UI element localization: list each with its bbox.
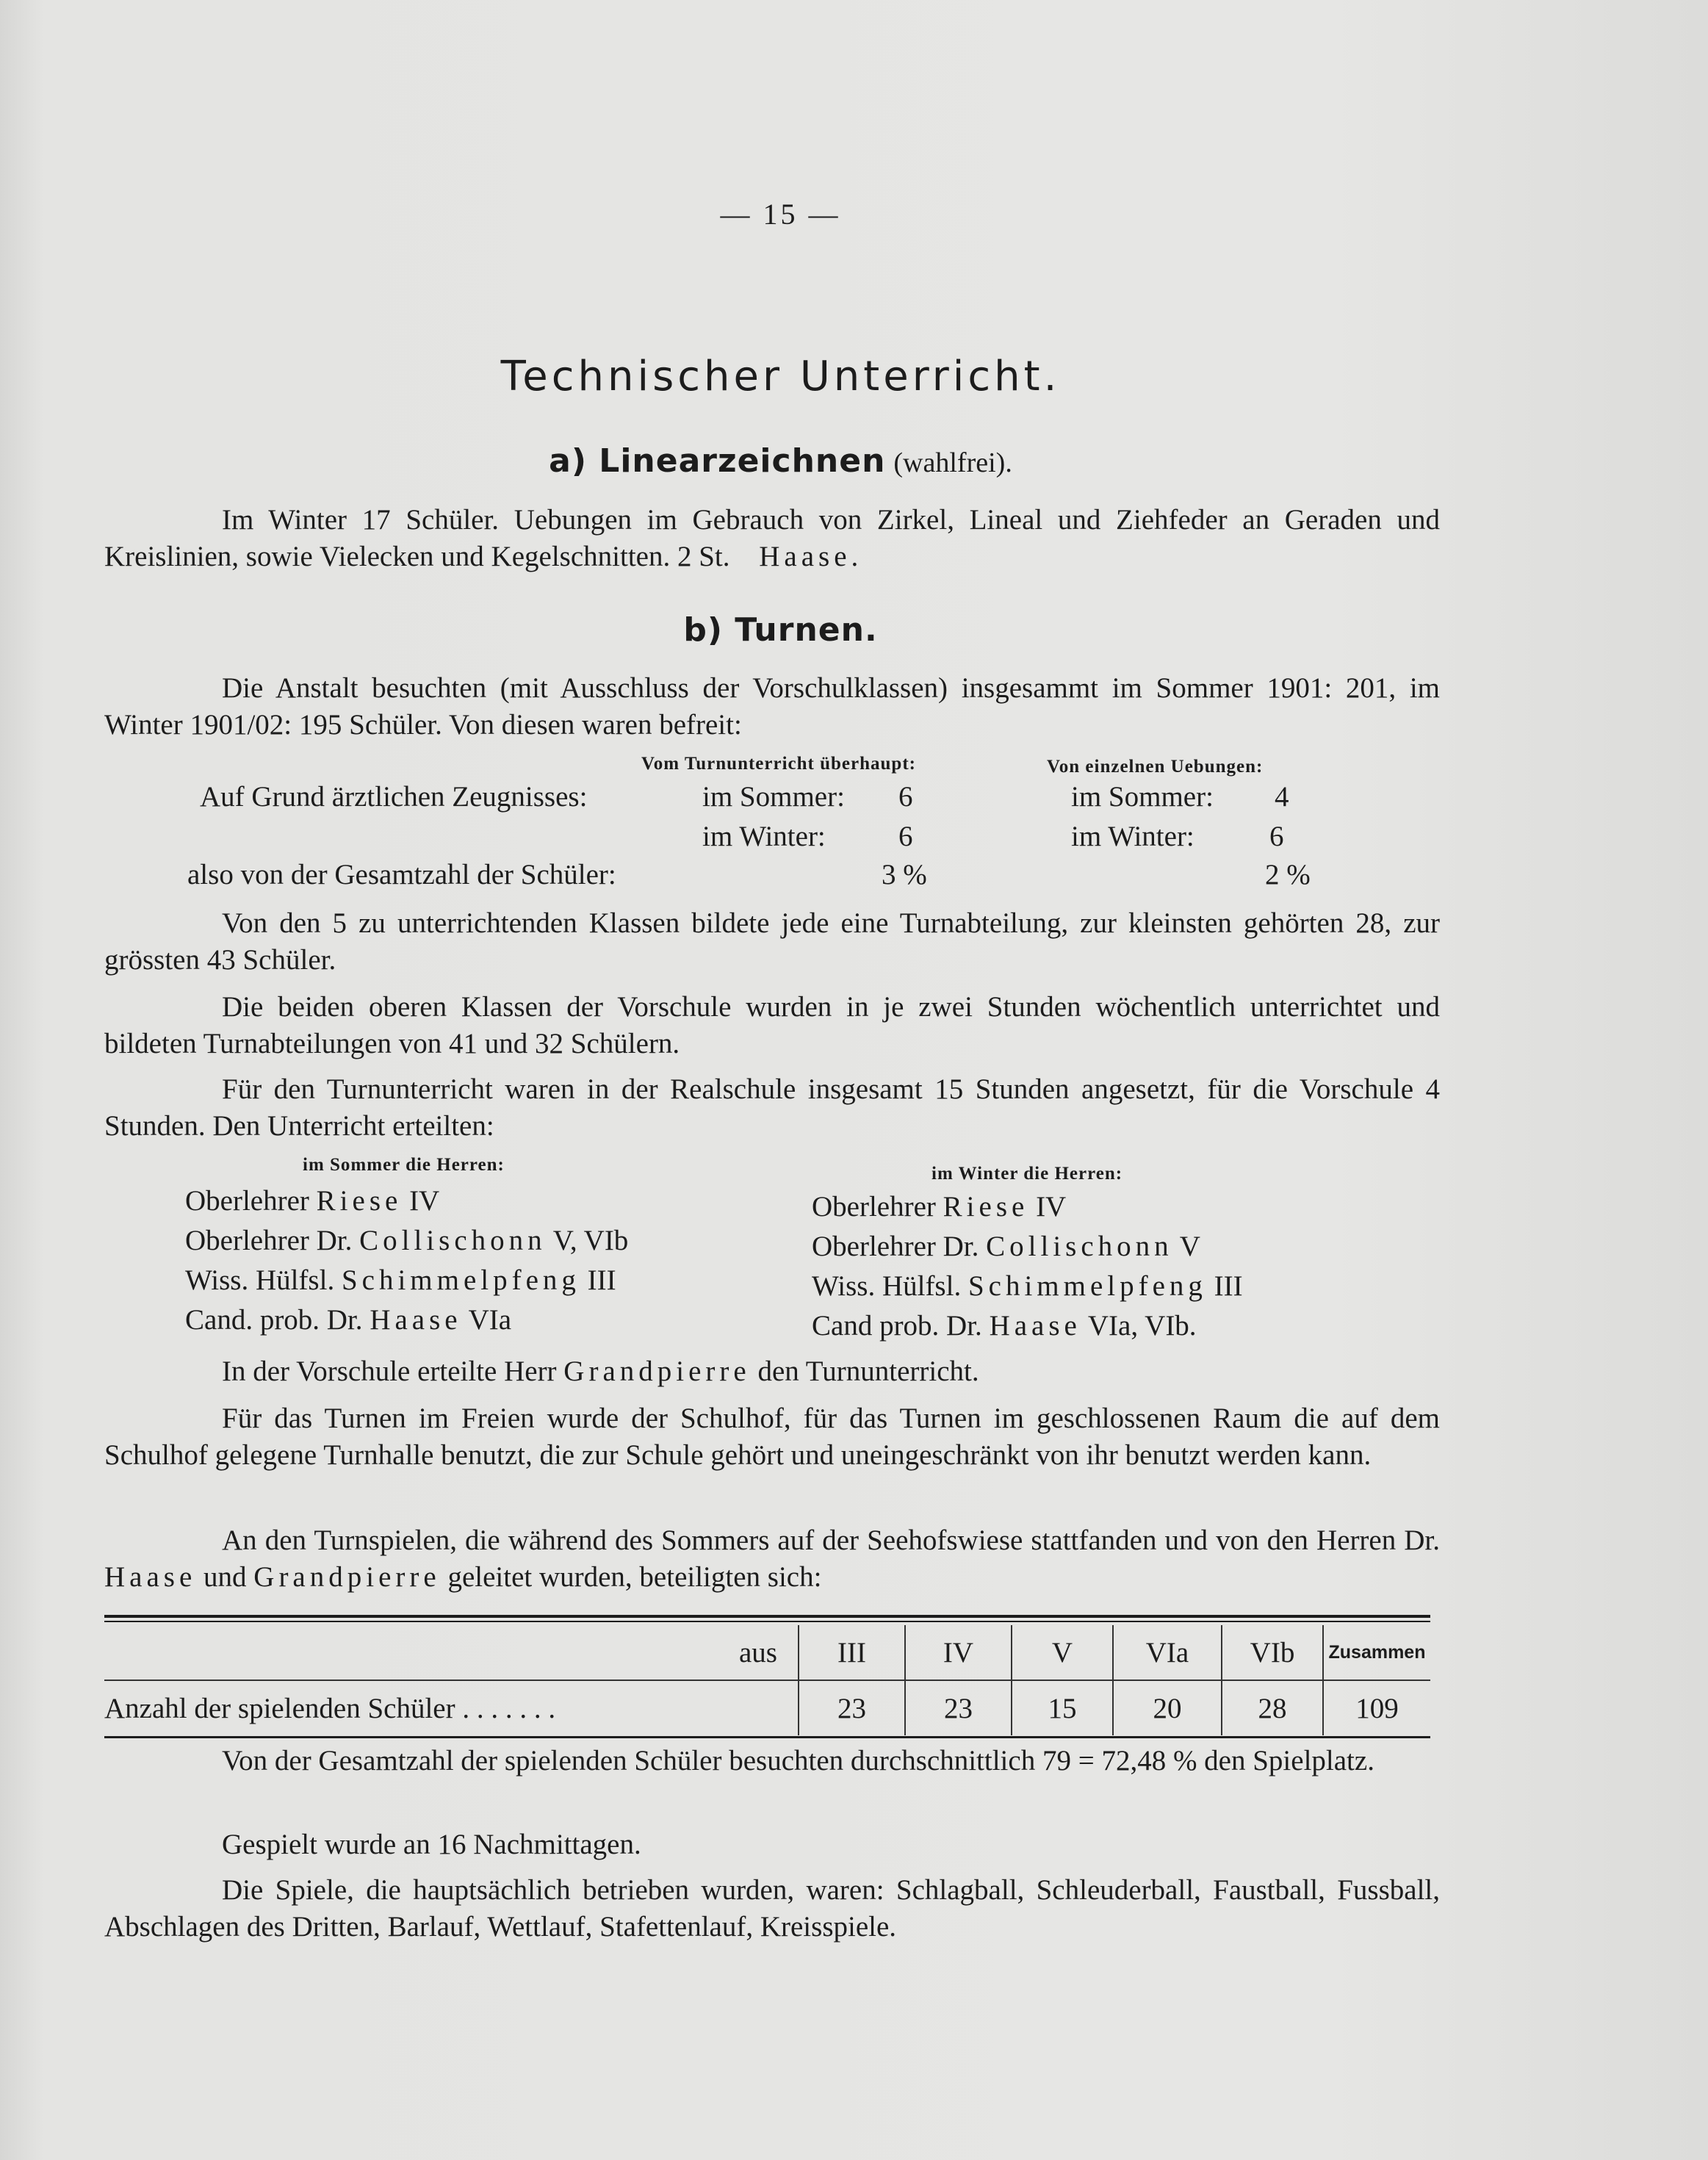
games-table — [104, 1625, 1430, 1735]
paragraph-vorschule: Die beiden oberen Klassen der Vorschule wurden in je zwei Stunden wöchentlich unterrichtet und bildeten Turnabteilungen von 41 und 32 Schülern. — [104, 991, 1440, 1059]
table-column-header: III — [799, 1625, 905, 1680]
exempt-pct-partial: 2 % — [1265, 859, 1311, 890]
table-cell: 15 — [1012, 1680, 1113, 1735]
table-column-header: V — [1012, 1625, 1113, 1680]
paragraph-hours: Für den Turnunterricht waren in der Realschule insgesamt 15 Stunden angesetzt, für die Vorschule 4 Stunden. Den Unterricht erteilten: — [104, 1073, 1440, 1142]
teacher-winter-row: Oberlehrer Riese IV — [812, 1191, 1067, 1223]
teacher-summer-row: Wiss. Hülfsl. Schimmelpfeng III — [185, 1264, 616, 1296]
table-header-row — [104, 1625, 1430, 1680]
exempt-summer-partial: 4 — [1275, 781, 1289, 813]
teacher-winter-row: Wiss. Hülfsl. Schimmelpfeng III — [812, 1270, 1243, 1302]
exempt-winter-partial: 6 — [1269, 821, 1284, 852]
exempt-winter-label: im Winter: — [702, 821, 826, 852]
paragraph-game-list: Die Spiele, die hauptsächlich betrieben wurden, waren: Schlagball, Schleuderball, Faustball, Fussball, Abschlagen des Dritten, Barlauf, Wettlauf, Stafettenlauf, Kreisspiele. — [104, 1874, 1440, 1943]
teachers-summer-header: im Sommer die Herren: — [303, 1155, 505, 1175]
teacher-name: Grandpierre — [563, 1356, 751, 1387]
table-column-header: VIb — [1222, 1625, 1323, 1680]
linearzeichnen-note: (wahlfrei). — [893, 447, 1012, 478]
table-column-header: IV — [905, 1625, 1012, 1680]
teachers-winter-header: im Winter die Herren: — [932, 1164, 1123, 1184]
paragraph-classes: Von den 5 zu unterrichtenden Klassen bildete jede eine Turnabteilung, zur kleinsten gehörten 28, zur grössten 43 Schüler. — [104, 907, 1440, 976]
paragraph-afternoons: Gespielt wurde an 16 Nachmittagen. — [222, 1829, 641, 1860]
subsection-a-heading — [0, 442, 1561, 480]
table-cell: 28 — [1222, 1680, 1323, 1735]
section-title: Technischer Unterricht. — [500, 353, 1061, 400]
teacher-summer-row: Oberlehrer Dr. Collischonn V, VIb — [185, 1225, 629, 1256]
exempt-row3-label: also von der Gesamtzahl der Schüler: — [187, 859, 616, 890]
teacher-winter-row: Oberlehrer Dr. Collischonn V — [812, 1231, 1200, 1262]
table-cell: 20 — [1113, 1680, 1222, 1735]
subsection-b-heading — [0, 611, 1561, 649]
paragraph-attendance-games: Von der Gesamtzahl der spielenden Schüler besuchten durchschnittlich 79 = 72,48 % den Spielplatz. — [222, 1745, 1374, 1776]
table-bottom-rule — [104, 1736, 1430, 1738]
exempt-winter-partial-label: im Winter: — [1071, 821, 1194, 852]
page-number: — 15 — — [720, 198, 841, 231]
table-cell: 23 — [905, 1680, 1012, 1735]
table-aus-label: aus — [104, 1625, 799, 1680]
paragraph-attendance: Die Anstalt besuchten (mit Ausschluss der Vorschulklassen) insgesammt im Sommer 1901: 201, im Winter 1901/02: 195 Schüler. Von diesen waren befreit: — [104, 672, 1440, 741]
paragraph-vorschule-teacher: In der Vorschule erteilte Herr Grandpierre den Turnunterricht. — [222, 1356, 979, 1387]
teacher-summer-row: Cand. prob. Dr. Haase VIa — [185, 1304, 512, 1336]
linearzeichnen-teacher: Haase. — [759, 541, 863, 572]
teacher-summer-row: Oberlehrer Riese IV — [185, 1185, 440, 1217]
paragraph-games-intro: An den Turnspielen, die während des Sommers auf der Seehofswiese stattfanden und von den Herren Dr. Haase und Grandpierre geleitet wurden, beteiligten sich: — [104, 1524, 1441, 1593]
table-cell: 109 — [1323, 1680, 1430, 1735]
turnen-heading: b) Turnen. — [683, 611, 878, 649]
table-column-header: Zusammen — [1323, 1625, 1430, 1680]
teacher-winter-row: Cand prob. Dr. Haase VIa, VIb. — [812, 1310, 1197, 1342]
exempt-header-partial: Von einzelnen Uebungen: — [1047, 757, 1264, 777]
linearzeichnen-heading: a) Linearzeichnen — [549, 442, 886, 480]
exempt-pct-total: 3 % — [882, 859, 927, 890]
table-row — [104, 1680, 1430, 1735]
linearzeichnen-text: Im Winter 17 Schüler. Uebungen im Gebrauch von Zirkel, Lineal und Ziehfeder an Geraden und Kreislinien, sowie Vielecken und Kegelschnitten. 2 St. — [104, 504, 1440, 572]
table-row-label: Anzahl der spielenden Schüler . . . . . . . — [104, 1692, 556, 1724]
exempt-summer-partial-label: im Sommer: — [1071, 781, 1214, 813]
linearzeichnen-paragraph — [104, 502, 1440, 575]
exempt-winter-total: 6 — [898, 821, 913, 852]
table-top-rule — [104, 1615, 1430, 1618]
exempt-summer-label: im Sommer: — [702, 781, 845, 813]
exempt-row1-label: Auf Grund ärztlichen Zeugnisses: — [200, 781, 588, 813]
paragraph-facilities: Für das Turnen im Freien wurde der Schulhof, für das Turnen im geschlossenen Raum die auf dem Schulhof gelegene Turnhalle benutzt, die zur Schule gehört und uneingeschränkt von ihr benutzt werden kann. — [104, 1403, 1440, 1471]
table-top-rule-thin — [104, 1621, 1430, 1622]
table-cell: 23 — [799, 1680, 905, 1735]
exempt-header-total: Vom Turnunterricht überhaupt: — [641, 754, 916, 774]
table-column-header: VIa — [1113, 1625, 1222, 1680]
exempt-summer-total: 6 — [898, 781, 913, 813]
